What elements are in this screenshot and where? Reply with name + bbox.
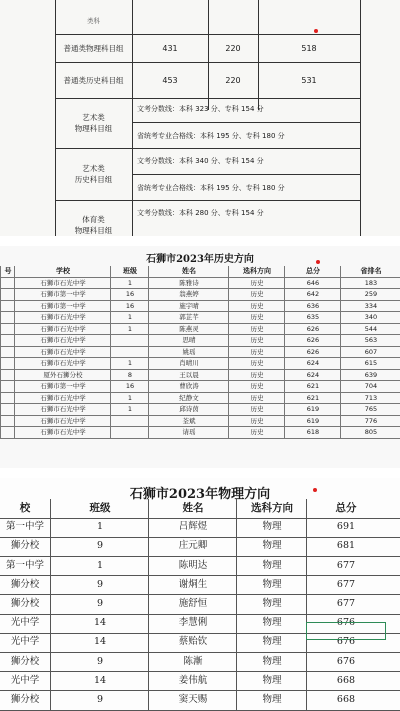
cell-name: 姚瑶 — [148, 347, 229, 358]
cell-school: 第一中学 — [0, 518, 51, 537]
cell-total: 621 — [284, 381, 341, 392]
cell-index — [0, 335, 15, 346]
score-note: 文考分数线：本科 340 分、专科 154 分 — [137, 157, 264, 165]
cell-index — [0, 347, 15, 358]
table-row — [0, 289, 400, 301]
cell-class: 9 — [50, 653, 149, 672]
cell-name: 王以晨 — [148, 370, 229, 381]
cell-total: 642 — [284, 289, 341, 300]
score-note: 省统考专业合格线：本科 195 分、专科 180 分 — [137, 184, 285, 192]
cell-total: 676 — [306, 653, 385, 672]
cell-subject: 物理 — [236, 576, 307, 595]
score-value: 431 — [162, 44, 178, 53]
cell-total: 624 — [284, 370, 341, 381]
cell-name: 谢烔生 — [148, 576, 237, 595]
cell-index — [0, 289, 15, 300]
table-row — [0, 576, 400, 596]
cell-province-rank: 334 — [340, 301, 400, 312]
red-marker-dot — [314, 29, 318, 33]
table-border — [55, 62, 360, 63]
red-marker-dot — [316, 260, 320, 264]
category-label: 物理科目组 — [74, 124, 113, 133]
cell-class: 16 — [110, 289, 149, 300]
cell-class: 9 — [50, 576, 149, 595]
cell-school: 石狮市石光中学 — [14, 358, 111, 369]
cell-class: 1 — [50, 518, 149, 537]
cell-subject: 历史 — [228, 358, 285, 369]
cell-province-rank: 765 — [340, 404, 400, 415]
cell-province-rank: 704 — [340, 381, 400, 392]
header-school: 校 — [0, 499, 51, 518]
cell-name: 思晴 — [148, 335, 229, 346]
cell-total: 677 — [306, 595, 385, 614]
cell-school: 狮分校 — [0, 576, 51, 595]
table-row — [0, 537, 400, 557]
cell-school: 第一中学 — [0, 557, 51, 576]
cell-school: 石狮市石光中学 — [14, 335, 111, 346]
cell-index — [0, 381, 15, 392]
cell-subject: 物理 — [236, 518, 307, 537]
table-border — [55, 34, 360, 35]
cell-total: 646 — [284, 278, 341, 289]
cell-class: 14 — [50, 614, 149, 633]
cell-total: 635 — [284, 312, 341, 323]
cell-school: 光中学 — [0, 633, 51, 652]
cell-subject: 历史 — [228, 404, 285, 415]
cell-name: 施舒恒 — [148, 595, 237, 614]
table-border — [55, 148, 360, 149]
red-marker-dot — [313, 488, 317, 492]
cell-index — [0, 278, 15, 289]
cell-school: 石狮市石光中学 — [14, 347, 111, 358]
cell-class — [110, 416, 149, 427]
cell-school: 石狮市第一中学 — [14, 289, 111, 300]
cell-total: 626 — [284, 335, 341, 346]
table-row — [0, 335, 400, 347]
category-label: 普通类物理科目组 — [63, 44, 124, 53]
cell-total: 691 — [306, 518, 385, 537]
table-row — [0, 324, 400, 336]
cell-subject: 历史 — [228, 335, 285, 346]
table-row — [0, 404, 400, 416]
cell-subject: 历史 — [228, 289, 285, 300]
score-value: 220 — [225, 76, 241, 85]
table-row — [0, 393, 400, 405]
cell-school: 石狮市石光中学 — [14, 416, 111, 427]
score-value: 453 — [162, 76, 178, 85]
cell-subject: 历史 — [228, 278, 285, 289]
cell-total: 626 — [284, 347, 341, 358]
cell-name: 姜伟航 — [148, 672, 237, 691]
table-row — [0, 595, 400, 615]
cell-subject: 历史 — [228, 381, 285, 392]
table-border — [360, 0, 361, 236]
physics-table-title: 石狮市2023年物理方向 — [129, 487, 271, 502]
category-label: 艺术类 — [82, 164, 105, 173]
table-row — [0, 381, 400, 393]
cell-province-rank: 259 — [340, 289, 400, 300]
cell-name: 施宇晴 — [148, 301, 229, 312]
cell-name: 陈燕灵 — [148, 324, 229, 335]
table-header-row — [0, 499, 400, 519]
cell-school: 光中学 — [0, 672, 51, 691]
cell-subject: 历史 — [228, 347, 285, 358]
header-subject: 选科方向 — [228, 266, 285, 277]
cell-name: 荃斌 — [148, 416, 229, 427]
cell-school: 石狮市石光中学 — [14, 324, 111, 335]
table-row — [0, 312, 400, 324]
cell-total: 621 — [284, 393, 341, 404]
table-row — [0, 416, 400, 428]
cell-total: 636 — [284, 301, 341, 312]
cell-school: 石狮市石光中学 — [14, 278, 111, 289]
cell-province-rank: 340 — [340, 312, 400, 323]
header-name: 姓名 — [148, 499, 237, 518]
cell-subject: 物理 — [236, 595, 307, 614]
cell-class: 16 — [110, 381, 149, 392]
cell-subject: 历史 — [228, 370, 285, 381]
table-border — [132, 174, 360, 175]
cell-name: 曹欣涛 — [148, 381, 229, 392]
score-line-table — [55, 0, 360, 236]
cell-total: 624 — [284, 358, 341, 369]
cell-school: 石狮市第一中学 — [14, 381, 111, 392]
cell-class: 1 — [110, 393, 149, 404]
cell-class: 14 — [50, 672, 149, 691]
cell-subject: 历史 — [228, 427, 285, 438]
header-school: 学校 — [14, 266, 111, 277]
table-row — [0, 370, 400, 382]
cell-subject: 物理 — [236, 614, 307, 633]
cell-class: 9 — [50, 595, 149, 614]
header-total: 总分 — [284, 266, 341, 277]
cell-class: 9 — [50, 537, 149, 556]
cell-class: 8 — [110, 370, 149, 381]
category-label: 普通类历史科目组 — [63, 76, 124, 85]
cell-province-rank: 544 — [340, 324, 400, 335]
score-value: 531 — [301, 76, 317, 85]
cell-class — [110, 427, 149, 438]
cell-total: 668 — [306, 691, 385, 710]
cell-class — [110, 347, 149, 358]
cell-name: 庄元卿 — [148, 537, 237, 556]
cell-name: 肖晴川 — [148, 358, 229, 369]
cell-school: 石狮市石光中学 — [14, 404, 111, 415]
header-name: 姓名 — [148, 266, 229, 277]
cell-province-rank: 183 — [340, 278, 400, 289]
cell-province-rank: 639 — [340, 370, 400, 381]
cell-school: 狮分校 — [0, 595, 51, 614]
cell-subject: 物理 — [236, 691, 307, 710]
physics-table-panel — [0, 478, 400, 711]
cell-subject: 历史 — [228, 312, 285, 323]
cell-name: 陈明达 — [148, 557, 237, 576]
cell-subject: 历史 — [228, 301, 285, 312]
cell-school: 狮分校 — [0, 691, 51, 710]
header-total: 总分 — [306, 499, 385, 518]
cell-total: 619 — [284, 404, 341, 415]
header-class: 班级 — [110, 266, 149, 277]
header-province-rank: 省排名 — [340, 266, 400, 277]
cell-total: 676 — [306, 633, 385, 652]
cell-index — [0, 301, 15, 312]
cell-total: 619 — [284, 416, 341, 427]
cell-total: 677 — [306, 557, 385, 576]
header-index: 号 — [0, 266, 15, 277]
cell-school: 厦外石狮分校 — [14, 370, 111, 381]
history-table-panel — [0, 246, 400, 468]
table-border — [258, 0, 259, 110]
cell-name: 翁燕婷 — [148, 289, 229, 300]
table-border — [55, 200, 360, 201]
score-line-panel — [0, 0, 400, 236]
category-label: 体育类 — [82, 215, 105, 224]
cell-index — [0, 370, 15, 381]
cell-class: 14 — [50, 633, 149, 652]
cell-total: 677 — [306, 576, 385, 595]
table-row — [0, 518, 400, 538]
cell-province-rank: 805 — [340, 427, 400, 438]
category-label: 艺术类 — [82, 113, 105, 122]
cell-total: 618 — [284, 427, 341, 438]
cell-subject: 物理 — [236, 672, 307, 691]
cell-class: 1 — [110, 324, 149, 335]
cell-class: 9 — [50, 691, 149, 710]
cell-class: 1 — [110, 358, 149, 369]
cell-index — [0, 427, 15, 438]
cell-total: 676 — [306, 614, 385, 633]
cell-name: 请瑶 — [148, 427, 229, 438]
table-header-row — [0, 266, 400, 278]
cell-school: 狮分校 — [0, 537, 51, 556]
table-border — [208, 0, 209, 110]
cell-province-rank: 563 — [340, 335, 400, 346]
cell-subject: 物理 — [236, 653, 307, 672]
cell-total: 668 — [306, 672, 385, 691]
cell-index — [0, 393, 15, 404]
score-value: 220 — [225, 44, 241, 53]
category-label: 历史科目组 — [74, 175, 113, 184]
cell-index — [0, 358, 15, 369]
table-row — [0, 347, 400, 359]
history-table-title: 石狮市2023年历史方向 — [146, 254, 254, 265]
table-row — [0, 301, 400, 313]
cell-class: 1 — [110, 312, 149, 323]
cell-class: 1 — [110, 278, 149, 289]
category-label: 物理科目组 — [74, 226, 113, 235]
table-row — [0, 653, 400, 673]
cell-subject: 历史 — [228, 324, 285, 335]
cell-class: 1 — [110, 404, 149, 415]
table-row — [0, 427, 400, 439]
cell-name: 陈雅诗 — [148, 278, 229, 289]
cell-total: 626 — [284, 324, 341, 335]
cell-school: 石狮市石光中学 — [14, 393, 111, 404]
cell-school: 光中学 — [0, 614, 51, 633]
table-row — [0, 358, 400, 370]
cell-index — [0, 416, 15, 427]
cell-province-rank: 615 — [340, 358, 400, 369]
cell-name: 纪静文 — [148, 393, 229, 404]
table-row — [0, 672, 400, 692]
cell-name: 窦天赐 — [148, 691, 237, 710]
cell-subject: 历史 — [228, 416, 285, 427]
category-label: 类科 — [87, 17, 100, 25]
cell-school: 狮分校 — [0, 653, 51, 672]
cell-name: 蔡贻钦 — [148, 633, 237, 652]
score-note: 省统考专业合格线：本科 195 分、专科 180 分 — [137, 132, 285, 140]
score-note: 文考分数线：本科 280 分、专科 154 分 — [137, 209, 264, 217]
header-class: 班级 — [50, 499, 149, 518]
cell-province-rank: 776 — [340, 416, 400, 427]
cell-name: 邱诗茵 — [148, 404, 229, 415]
cell-name: 陈漸 — [148, 653, 237, 672]
table-row — [0, 691, 400, 711]
cell-index — [0, 404, 15, 415]
cell-class — [110, 335, 149, 346]
cell-name: 吕辉煜 — [148, 518, 237, 537]
cell-school: 石狮市石光中学 — [14, 312, 111, 323]
cell-subject: 物理 — [236, 633, 307, 652]
cell-class: 16 — [110, 301, 149, 312]
cell-subject: 物理 — [236, 537, 307, 556]
cell-subject: 物理 — [236, 557, 307, 576]
header-subject: 选科方向 — [236, 499, 307, 518]
cell-province-rank: 713 — [340, 393, 400, 404]
cell-class: 1 — [50, 557, 149, 576]
cell-subject: 历史 — [228, 393, 285, 404]
table-row — [0, 278, 400, 290]
score-value: 518 — [301, 44, 317, 53]
table-border — [132, 122, 360, 123]
cell-province-rank: 607 — [340, 347, 400, 358]
cell-school: 石狮市第一中学 — [14, 301, 111, 312]
cell-total: 681 — [306, 537, 385, 556]
table-border — [55, 98, 360, 99]
table-row — [0, 557, 400, 577]
score-note: 文考分数线：本科 323 分、专科 154 分 — [137, 105, 264, 113]
cell-index — [0, 324, 15, 335]
cell-name: 李慧俐 — [148, 614, 237, 633]
cell-name: 郭芷芊 — [148, 312, 229, 323]
cell-school: 石狮市石光中学 — [14, 427, 111, 438]
selected-cell-highlight — [306, 622, 386, 640]
cell-index — [0, 312, 15, 323]
